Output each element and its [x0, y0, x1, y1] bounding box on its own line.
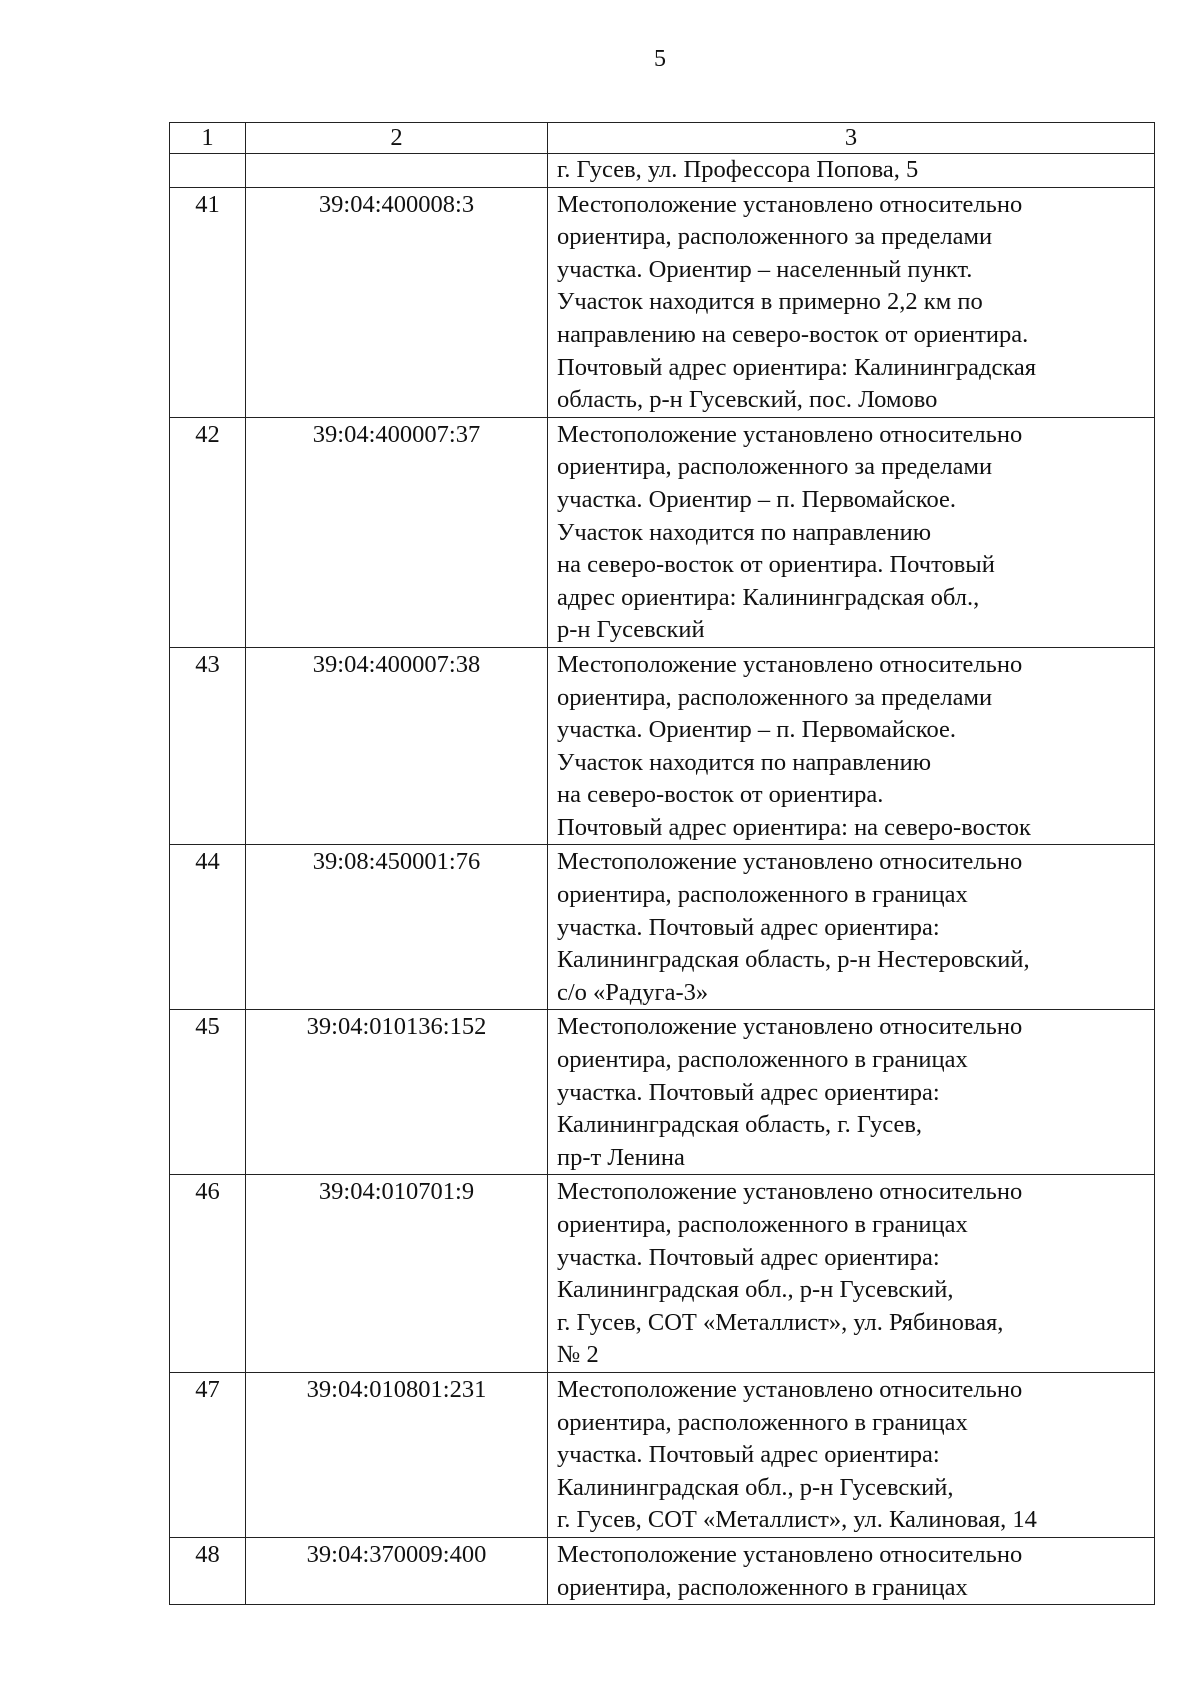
cadastral-number-cell: 39:04:370009:400: [246, 1537, 548, 1604]
cadastral-number-cell: [246, 154, 548, 188]
address-cell: Местоположение установлено относительно ориентира, расположенного за пределами участка. Ориентир – населенный пункт. Участок находится в примерно 2,2 км по направлению на северо-восток от ориентира. Почтовый адрес ориентира: Калининградская область, р-н Гусевский, пос. Ломово: [548, 187, 1155, 417]
address-cell: Местоположение установлено относительно ориентира, расположенного в границах участка. Почтовый адрес ориентира: Калининградская обл., р-н Гусевский, г. Гусев, СОТ «Металлист», ул. Рябиновая, № 2: [548, 1175, 1155, 1373]
address-cell: Местоположение установлено относительно ориентира, расположенного в границах участка. Почтовый адрес ориентира: Калининградская область, г. Гусев, пр-т Ленина: [548, 1010, 1155, 1175]
table-row: [170, 1010, 1155, 1175]
address-cell: Местоположение установлено относительно ориентира, расположенного в границах участка. Почтовый адрес ориентира: Калининградская область, р-н Нестеровский, с/о «Радуга-3»: [548, 845, 1155, 1010]
cadastral-number-cell: 39:04:010136:152: [246, 1010, 548, 1175]
address-cell: Местоположение установлено относительно ориентира, расположенного за пределами участка. Ориентир – п. Первомайское. Участок находится по направлению на северо-восток от ориентира. Почтовый адрес ориентира: Калининградская обл., р-н Гусевский: [548, 417, 1155, 647]
cadastral-number-cell: 39:04:400007:38: [246, 647, 548, 845]
row-number-cell: 45: [170, 1010, 246, 1175]
row-number-cell: 44: [170, 845, 246, 1010]
row-number-cell: 43: [170, 647, 246, 845]
cadastral-number-cell: 39:08:450001:76: [246, 845, 548, 1010]
table-row: [170, 647, 1155, 845]
address-cell: Местоположение установлено относительно ориентира, расположенного в границах участка. Почтовый адрес ориентира: Калининградская обл., р-н Гусевский, г. Гусев, СОТ «Металлист», ул. Калиновая, 14: [548, 1372, 1155, 1537]
address-cell: Местоположение установлено относительно ориентира, расположенного в границах: [548, 1537, 1155, 1604]
row-number-cell: 48: [170, 1537, 246, 1604]
column-header-address: 3: [548, 123, 1155, 154]
cadastral-number-cell: 39:04:400007:37: [246, 417, 548, 647]
address-cell: г. Гусев, ул. Профессора Попова, 5: [548, 154, 1155, 188]
table-row: [170, 417, 1155, 647]
table-row: [170, 187, 1155, 417]
cadastral-number-cell: 39:04:010801:231: [246, 1372, 548, 1537]
table-row-continuation: [170, 154, 1155, 188]
cadastral-number-cell: 39:04:400008:3: [246, 187, 548, 417]
row-number-cell: [170, 154, 246, 188]
table-row: [170, 845, 1155, 1010]
row-number-cell: 46: [170, 1175, 246, 1373]
address-cell: Местоположение установлено относительно ориентира, расположенного за пределами участка. Ориентир – п. Первомайское. Участок находится по направлению на северо-восток от ориентира. Почтовый адрес ориентира: на северо-восток: [548, 647, 1155, 845]
land-plots-table: [169, 122, 1155, 1605]
column-header-number: 1: [170, 123, 246, 154]
column-header-cadastral-number: 2: [246, 123, 548, 154]
table-row: [170, 1372, 1155, 1537]
table-header-row: [170, 123, 1155, 154]
table-row: [170, 1537, 1155, 1604]
page-number: 5: [654, 46, 666, 72]
table-row: [170, 1175, 1155, 1373]
row-number-cell: 47: [170, 1372, 246, 1537]
row-number-cell: 42: [170, 417, 246, 647]
row-number-cell: 41: [170, 187, 246, 417]
cadastral-number-cell: 39:04:010701:9: [246, 1175, 548, 1373]
